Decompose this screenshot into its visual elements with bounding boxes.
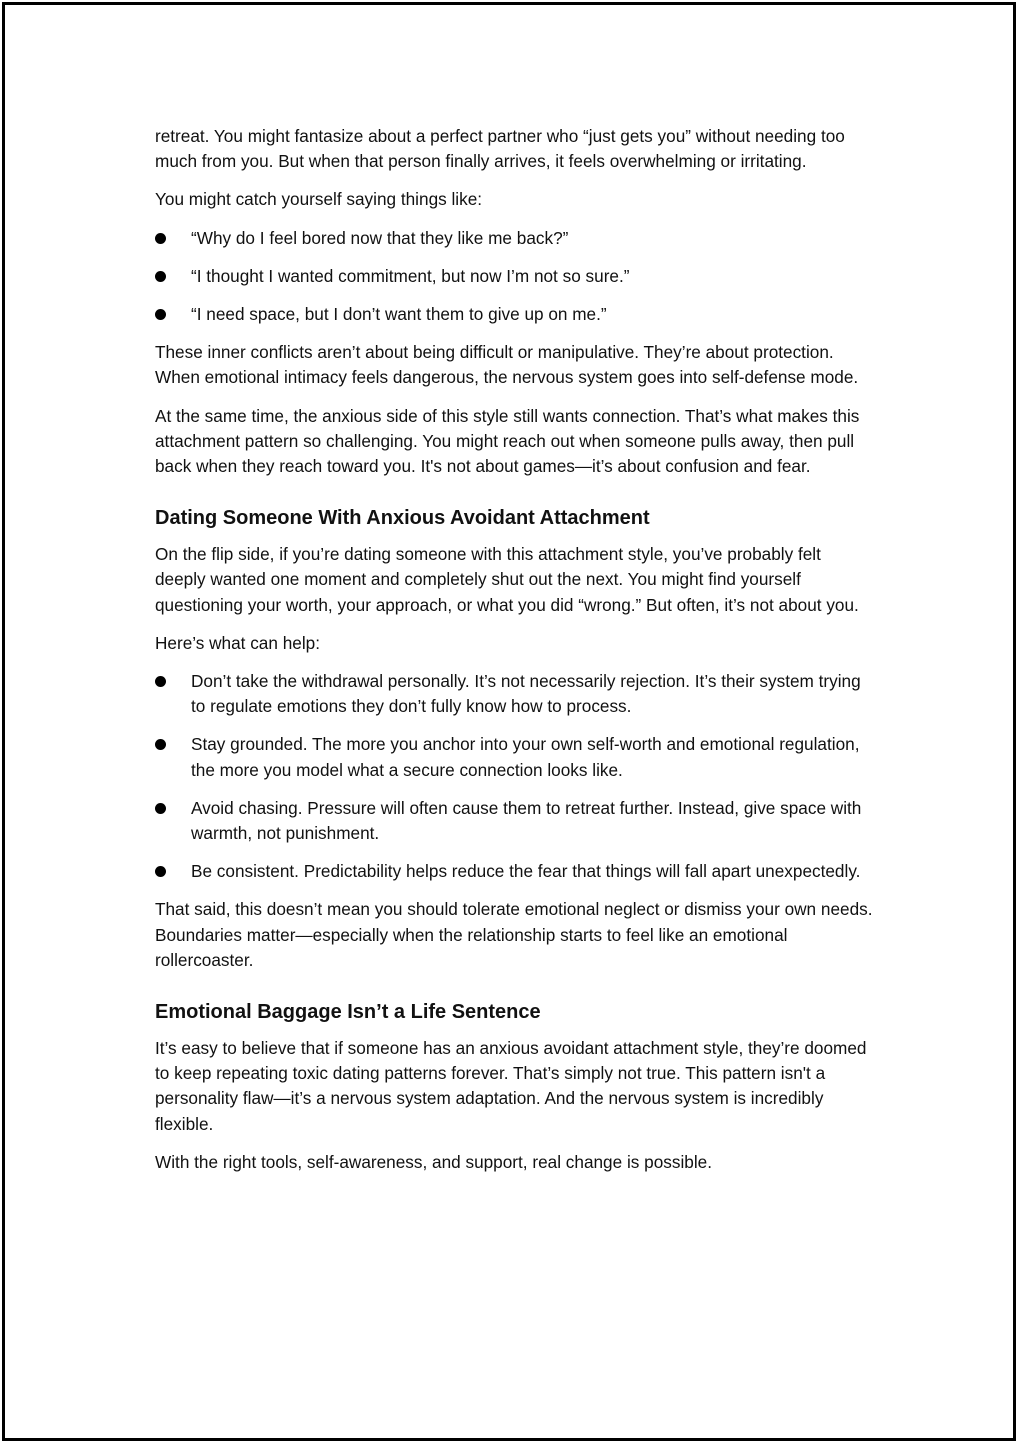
section-heading: Emotional Baggage Isn’t a Life Sentence: [155, 1001, 541, 1024]
list-item-text: “Why do I feel bored now that they like me back?”: [191, 227, 569, 248]
quote-list: [155, 226, 875, 328]
document-body: [155, 124, 875, 1188]
body-paragraph: These inner conflicts aren’t about being difficult or manipulative. They’re about protection. When emotional intimacy feels dangerous, the nervous system goes into self-defense mode.: [155, 342, 859, 388]
list-item-text: Avoid chasing. Pressure will often cause them to retreat further. Instead, give space with warmth, not punishment.: [191, 797, 862, 844]
body-paragraph: You might catch yourself saying things like:: [155, 189, 483, 210]
bullet-icon: [155, 676, 166, 687]
list-item: [155, 859, 875, 884]
list-item-text: Stay grounded. The more you anchor into your own self-worth and emotional regulation, the more you model what a secure connection looks like.: [191, 734, 860, 780]
list-item: [155, 732, 875, 782]
bullet-icon: [155, 739, 166, 750]
list-item-text: “I thought I wanted commitment, but now I’m not so sure.”: [191, 265, 630, 286]
bullet-icon: [155, 866, 166, 877]
body-paragraph: It’s easy to believe that if someone has an anxious avoidant attachment style, they’re doomed to keep repeating toxic dating patterns forever. That’s simply not true. This pattern isn't a personality flaw—it’s a nervous system adaptation. And the nervous system is incredibly flexible.: [155, 1038, 867, 1134]
list-item: [155, 302, 875, 327]
list-item: [155, 264, 875, 289]
list-item: [155, 669, 875, 719]
body-paragraph: retreat. You might fantasize about a perfect partner who “just gets you” without needing too much from you. But when that person finally arrives, it feels overwhelming or irritating.: [155, 126, 845, 172]
body-paragraph: With the right tools, self-awareness, and support, real change is possible.: [155, 1151, 712, 1172]
bullet-icon: [155, 271, 166, 282]
tips-list: [155, 669, 875, 884]
list-item-text: Don’t take the withdrawal personally. It’s not necessarily rejection. It’s their system trying to regulate emotions they don’t fully know how to process.: [191, 671, 861, 717]
body-paragraph: On the flip side, if you’re dating someone with this attachment style, you’ve probably felt deeply wanted one moment and completely shut out the next. You might find yourself questioning your worth, your approach, or what you did “wrong.” But often, it’s not about you.: [155, 544, 859, 615]
bullet-icon: [155, 233, 166, 244]
list-item: [155, 226, 875, 251]
list-item: [155, 796, 875, 846]
bullet-icon: [155, 803, 166, 814]
list-item-text: Be consistent. Predictability helps reduce the fear that things will fall apart unexpectedly.: [191, 861, 861, 882]
body-paragraph: At the same time, the anxious side of this style still wants connection. That’s what makes this attachment pattern so challenging. You might reach out when someone pulls away, then pull back when they reach toward you. It's not about games—it’s about confusion and fear.: [155, 405, 860, 477]
body-paragraph: That said, this doesn’t mean you should tolerate emotional neglect or dismiss your own needs. Boundaries matter—especially when the relationship starts to feel like an emotional rollercoaster.: [155, 899, 873, 970]
body-paragraph: Here’s what can help:: [155, 632, 320, 653]
section-heading: Dating Someone With Anxious Avoidant Attachment: [155, 507, 650, 530]
list-item-text: “I need space, but I don’t want them to give up on me.”: [191, 304, 607, 325]
bullet-icon: [155, 309, 166, 320]
